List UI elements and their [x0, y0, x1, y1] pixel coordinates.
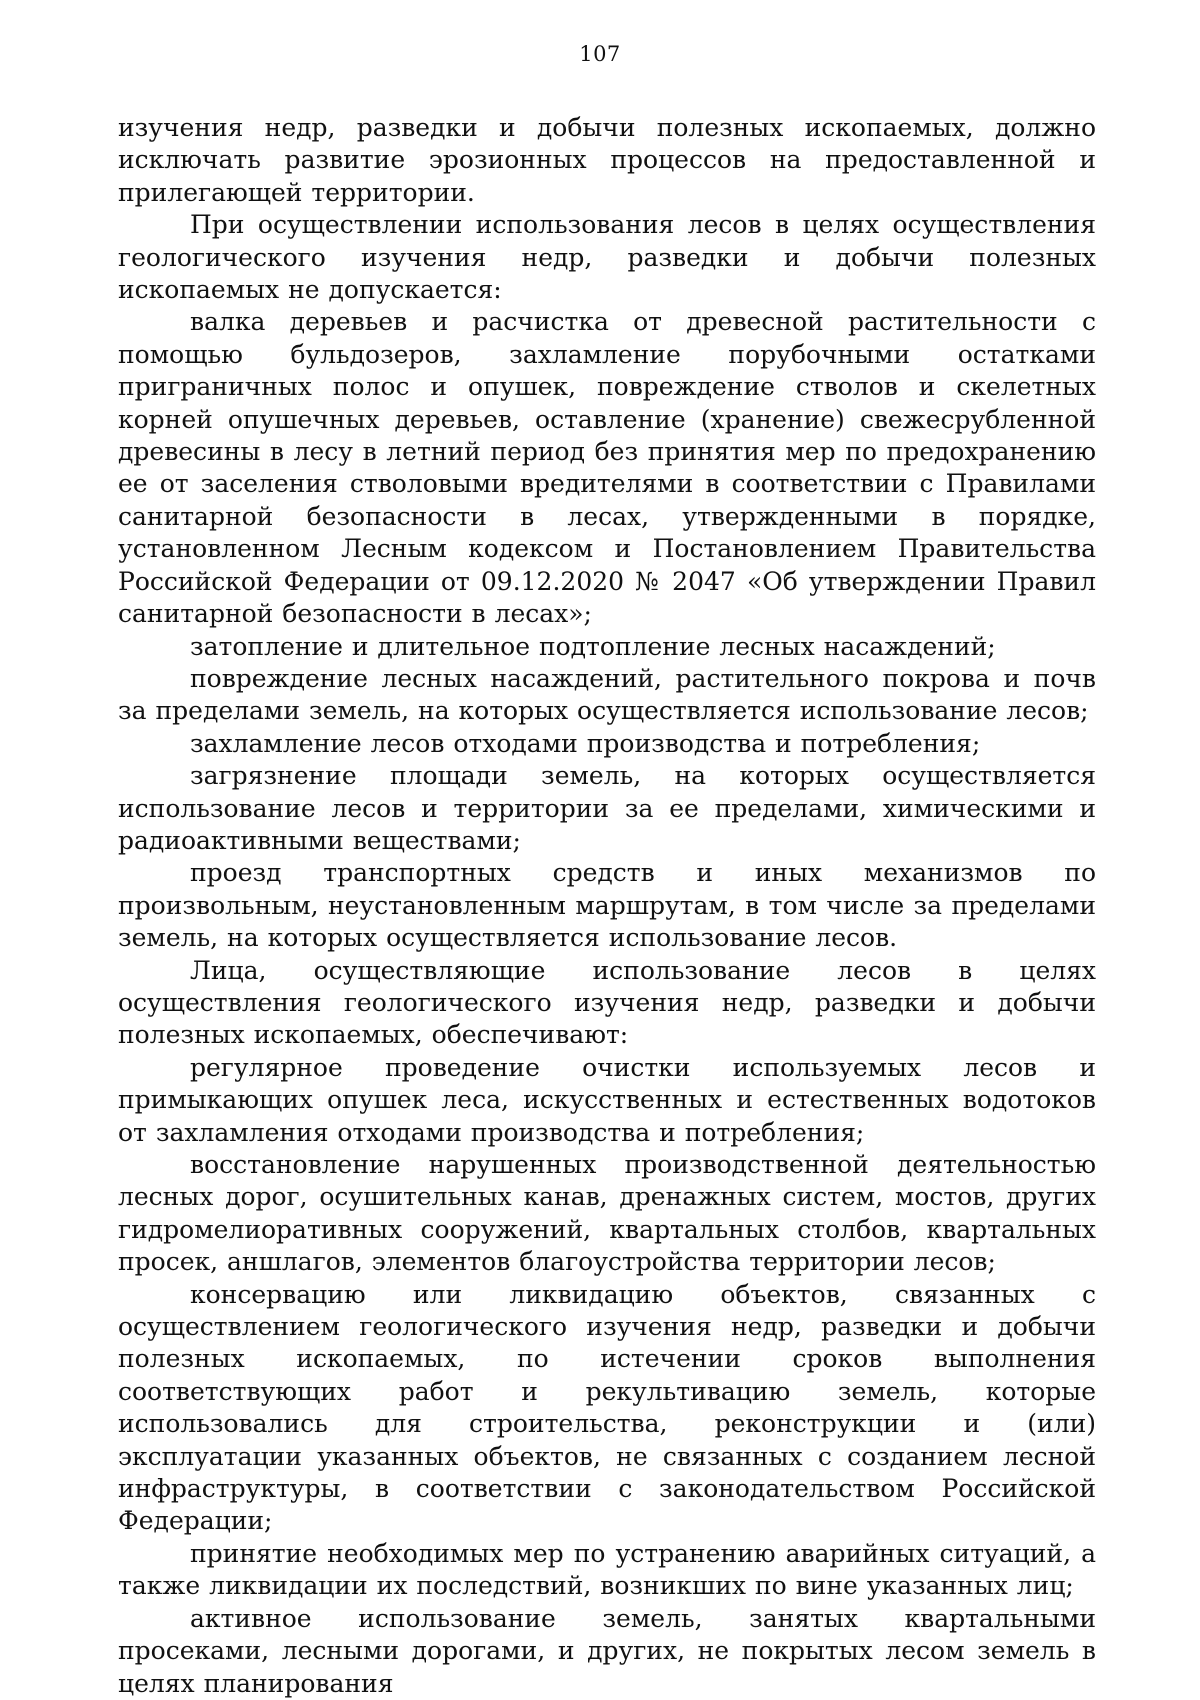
- paragraph: Лица, осуществляющие использование лесов в целях осуществления геологического изучения недр, разведки и добычи полезных ископаемых, обеспечивают:: [118, 955, 1096, 1050]
- paragraph: проезд транспортных средств и иных механизмов по произвольным, неустановленным маршрутам, в том числе за пределами земель, на которых осуществляется использование лесов.: [118, 858, 1096, 953]
- paragraph: активное использование земель, занятых квартальными просеками, лесными дорогами, и других, не покрытых лесом земель в целях планирования: [118, 1603, 1096, 1698]
- paragraph: загрязнение площади земель, на которых осуществляется использование лесов и территории за ее пределами, химическими и радиоактивными веществами;: [118, 761, 1096, 855]
- paragraph: регулярное проведение очистки используемых лесов и примыкающих опушек леса, искусственных и естественных водотоков от захламления отходами производства и потребления;: [118, 1052, 1096, 1147]
- paragraph: принятие необходимых мер по устранению аварийных ситуаций, а также ликвидации их последствий, возникших по вине указанных лиц;: [118, 1538, 1096, 1601]
- document-body: [118, 112, 1096, 1700]
- paragraph: При осуществлении использования лесов в целях осуществления геологического изучения недр, разведки и добычи полезных ископаемых не допускается:: [118, 210, 1096, 305]
- paragraph: консервацию или ликвидацию объектов, связанных с осуществлением геологического изучения недр, разведки и добычи полезных ископаемых, по истечении сроков выполнения соответствующих работ и рекультивацию земель, которые использовались для строительства, реконструкции и (или) эксплуатации указанных объектов, не связанных с созданием лесной инфраструктуры, в соответствии с законодательством Российской Федерации;: [118, 1279, 1096, 1536]
- paragraph: изучения недр, разведки и добычи полезных ископаемых, должно исключать развитие эрозионных процессов на предоставленной и прилегающей территории.: [118, 113, 1096, 207]
- paragraph: повреждение лесных насаждений, растительного покрова и почв за пределами земель, на которых осуществляется использование лесов;: [118, 663, 1096, 726]
- paragraph: валка деревьев и расчистка от древесной растительности с помощью бульдозеров, захламление порубочными остатками приграничных полос и опушек, повреждение стволов и скелетных корней опушечных деревьев, оставление (хранение) свежесрубленной древесины в лесу в летний период без принятия мер по предохранению ее от заселения стволовыми вредителями в соответствии с Правилами санитарной безопасности в лесах, утвержденными в порядке, установленном Лесным кодексом и Постановлением Правительства Российской Федерации от 09.12.2020 № 2047 «Об утверждении Правил санитарной безопасности в лесах»;: [118, 307, 1096, 629]
- paragraph: затопление и длительное подтопление лесных насаждений;: [190, 631, 996, 661]
- paragraph: захламление лесов отходами производства и потребления;: [190, 728, 981, 758]
- page-number: 107: [579, 42, 621, 66]
- paragraph: восстановление нарушенных производственной деятельностью лесных дорог, осушительных канав, дренажных систем, мостов, других гидромелиоративных сооружений, квартальных столбов, квартальных просек, аншлагов, элементов благоустройства территории лесов;: [118, 1150, 1096, 1277]
